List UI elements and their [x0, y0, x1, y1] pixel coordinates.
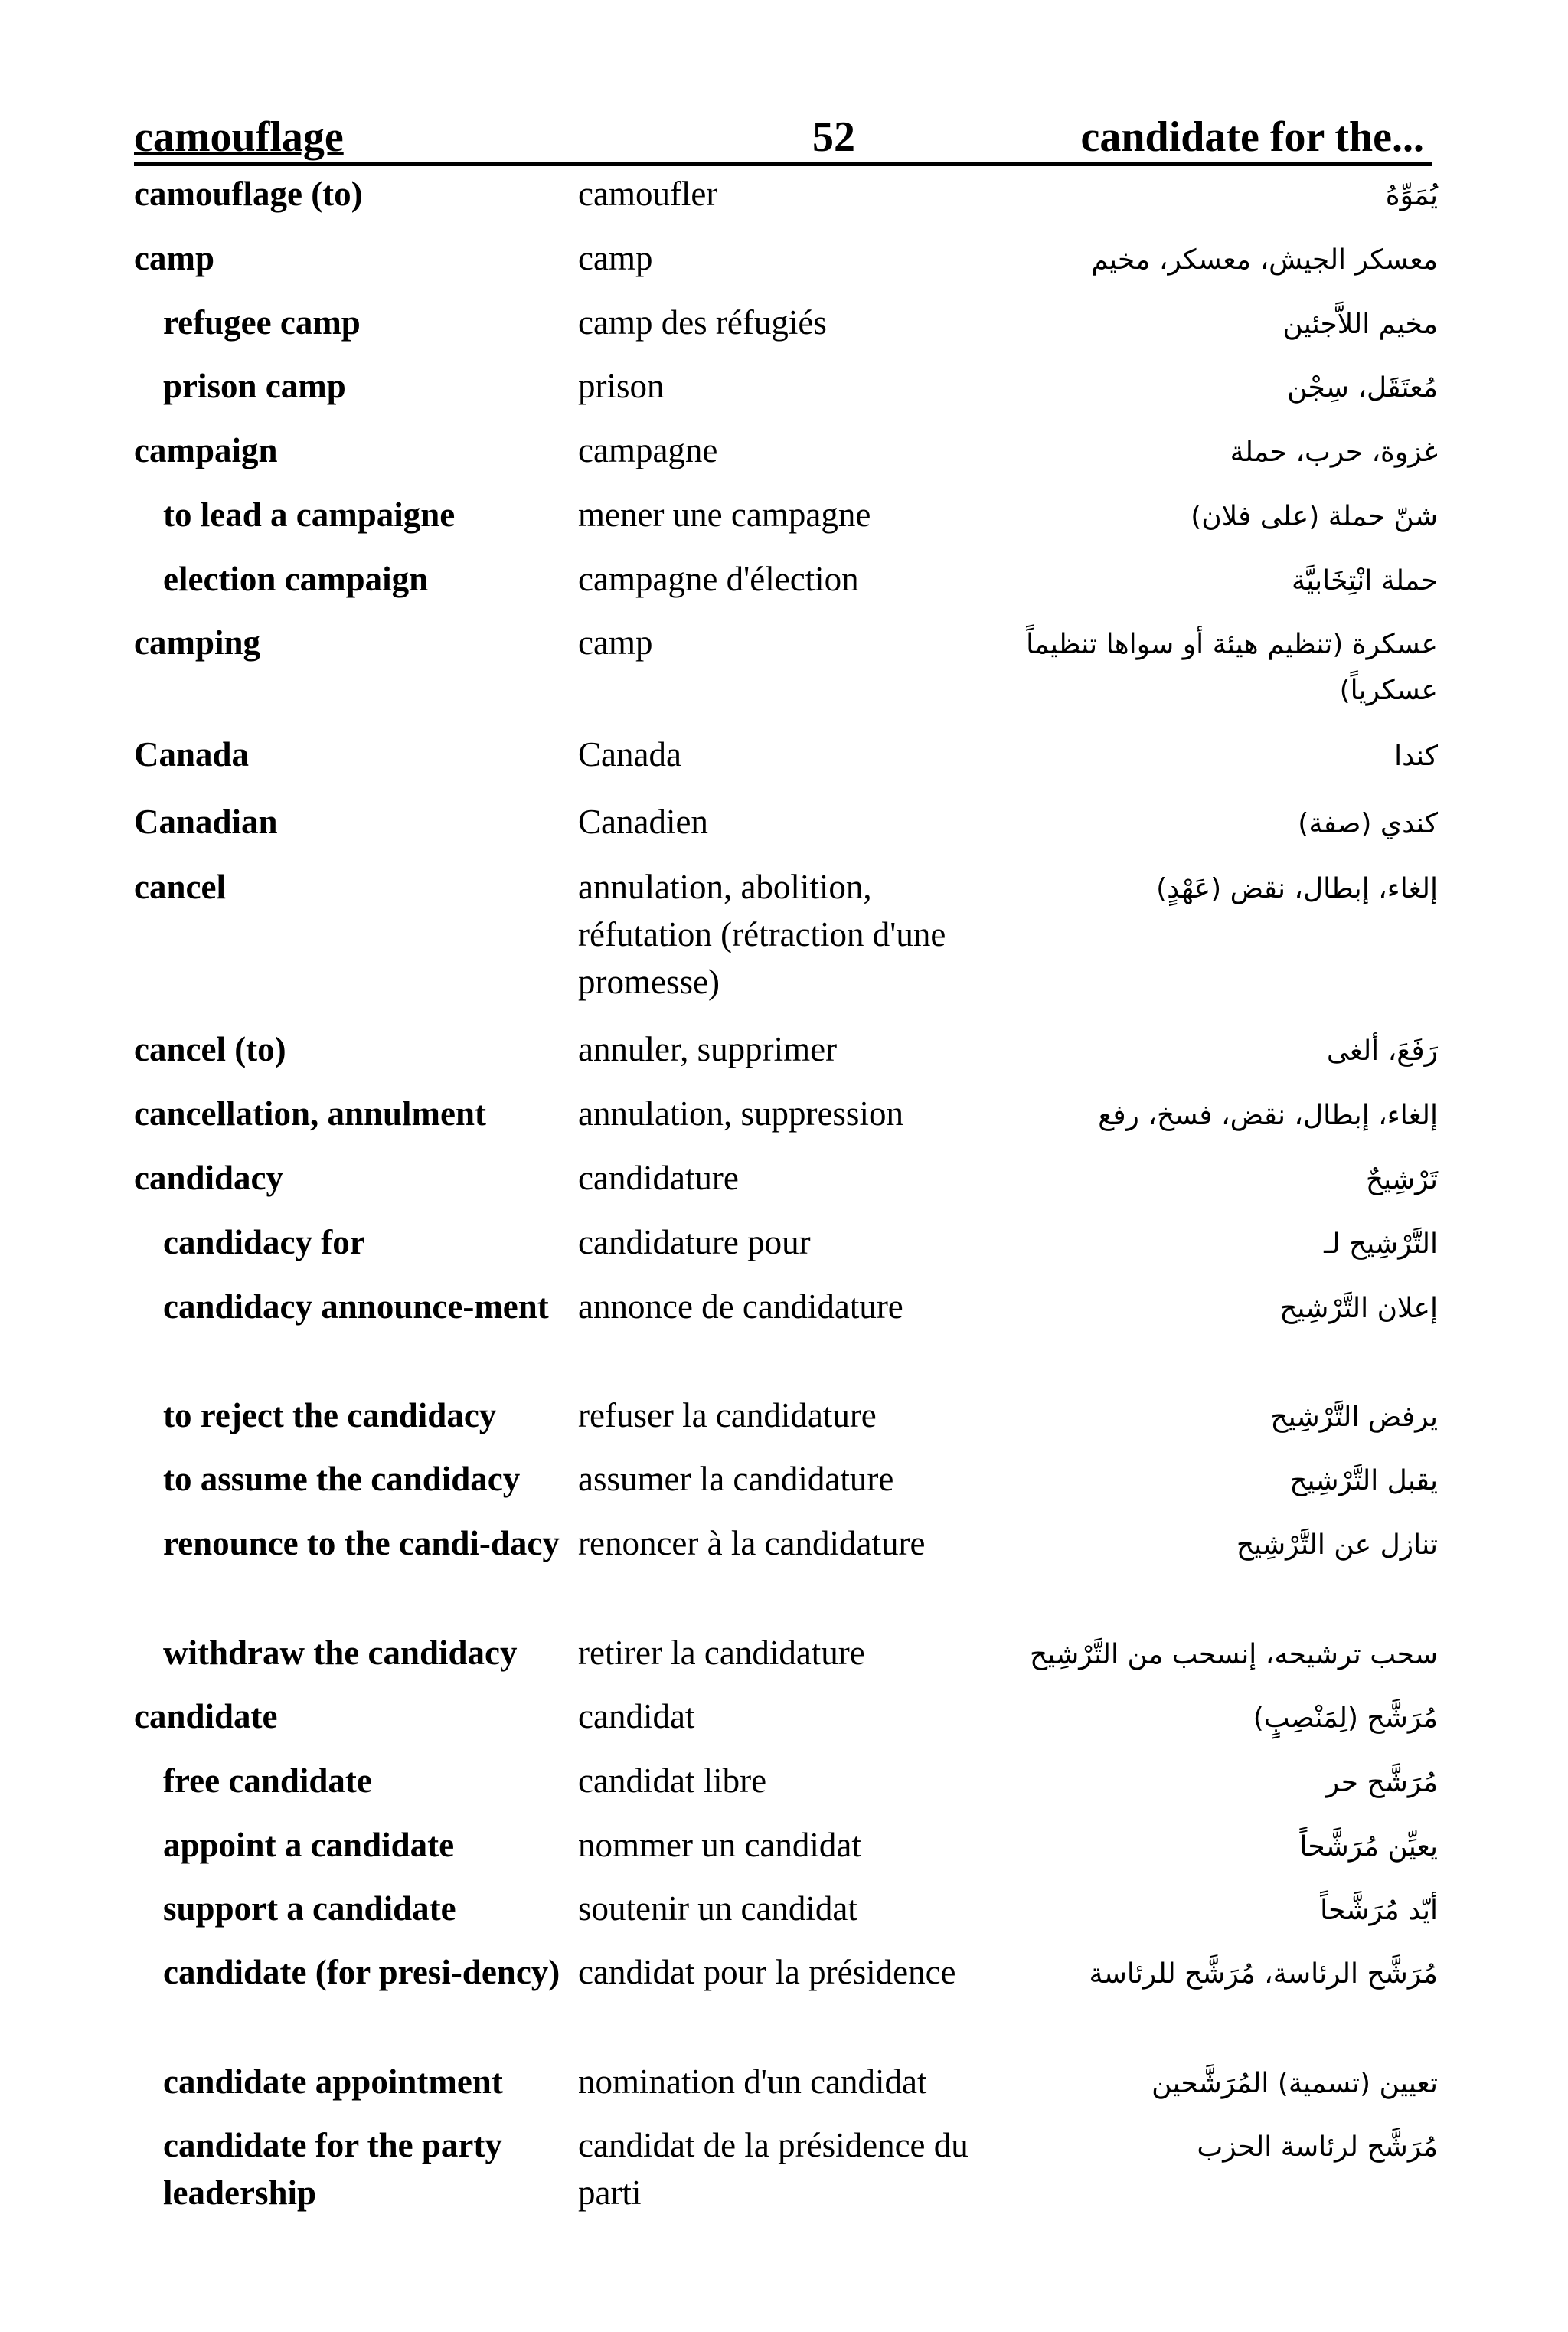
entry-french: camp: [578, 623, 653, 662]
entry-arabic: مُرَشَّح الرئاسة، مُرَشَّح للرئاسة: [1089, 1958, 1438, 1990]
dictionary-entry: [0, 2058, 1568, 2121]
page-header: [134, 107, 1432, 166]
entry-arabic: إلغاء، إبطال، نقض (عَهْدٍ): [1156, 873, 1438, 904]
entry-french: renoncer à la candidature: [578, 1524, 926, 1562]
dictionary-entry: [0, 1455, 1568, 1519]
entry-french: campagne: [578, 431, 718, 469]
dictionary-entry: [0, 170, 1568, 234]
entry-french: candidat de la présidence du parti: [578, 2126, 969, 2212]
entry-english: appoint a candidate: [163, 1826, 455, 1864]
dictionary-entry: [0, 1154, 1568, 1218]
entry-french: annulation, suppression: [578, 1094, 903, 1133]
entry-english: camouflage (to): [134, 175, 363, 213]
entry-english: free candidate: [163, 1761, 372, 1800]
header-last-word: candidate for the...: [1080, 113, 1424, 161]
entry-arabic: حملة انْتِخَابيَّة: [1291, 565, 1438, 597]
entry-arabic: إعلان التَّرْشِيح: [1279, 1293, 1438, 1324]
dictionary-entry: [0, 1519, 1568, 1629]
entry-english: camp: [134, 239, 214, 277]
entry-arabic: تعيين (تسمية) المُرَشَّحين: [1152, 2068, 1438, 2099]
entry-arabic: كندي (صفة): [1298, 808, 1438, 839]
dictionary-entry: [0, 1821, 1568, 1885]
entry-english: to lead a campaigne: [163, 496, 456, 534]
dictionary-entry: [0, 1283, 1568, 1392]
dictionary-entry: [0, 619, 1568, 731]
entry-arabic: رَفَعَ، ألغى: [1326, 1035, 1438, 1067]
dictionary-entry: [0, 863, 1568, 1025]
entry-arabic: شنّ حملة (على فلان): [1191, 501, 1438, 532]
dictionary-entry: [0, 2121, 1568, 2212]
entry-french: prison: [578, 367, 665, 405]
entry-arabic: أيّد مُرَشَّحاً: [1320, 1895, 1438, 1926]
entry-english: prison camp: [163, 367, 346, 405]
entry-english: candidate: [134, 1697, 278, 1735]
dictionary-entry: [0, 1693, 1568, 1757]
entry-french: annuler, supprimer: [578, 1030, 838, 1068]
entry-arabic: يرفض التَّرْشِيح: [1270, 1401, 1438, 1433]
entry-english: candidate (for presi-dency): [163, 1953, 560, 1991]
entry-french: Canadien: [578, 803, 708, 841]
dictionary-entry: [0, 1629, 1568, 1693]
entry-arabic: كندا: [1394, 741, 1438, 772]
entry-french: assumer la candidature: [578, 1460, 894, 1498]
entry-english: support a candidate: [163, 1889, 456, 1928]
entry-arabic: مُرَشَّح لرئاسة الحزب: [1197, 2131, 1438, 2163]
entry-french: mener une campagne: [578, 496, 871, 534]
entry-arabic: يُمَوِّهُ: [1385, 180, 1438, 211]
entry-arabic: عسكرة (تنظيم هيئة أو سواها تنظيماً عسكرياً): [1026, 629, 1438, 706]
entry-english: Canadian: [134, 803, 278, 841]
entry-arabic: غزوة، حرب، حملة: [1230, 437, 1438, 468]
entry-arabic: معسكر الجيش، معسكر، مخيم: [1091, 244, 1438, 276]
entry-english: to assume the candidacy: [163, 1460, 521, 1498]
entry-english: camping: [134, 623, 261, 662]
entry-arabic: سحب ترشيحه، إنسحب من التَّرْشِيح: [1030, 1639, 1438, 1670]
entry-arabic: التَّرْشِيح لـ: [1324, 1228, 1438, 1260]
entry-french: candidature: [578, 1159, 739, 1197]
entry-english: candidate appointment: [163, 2062, 503, 2101]
entry-french: candidat pour la présidence: [578, 1953, 956, 1991]
entry-arabic: مُرَشَّح (لِمَنْصِبٍ): [1253, 1702, 1438, 1734]
dictionary-entry: [0, 299, 1568, 362]
entry-list: [0, 170, 1568, 2212]
entry-english: cancellation, annulment: [134, 1094, 487, 1133]
entry-french: camp des réfugiés: [578, 303, 827, 342]
entry-french: retirer la candidature: [578, 1634, 865, 1672]
entry-french: camp: [578, 239, 653, 277]
entry-english: to reject the candidacy: [163, 1396, 497, 1434]
entry-english: candidacy announce-ment: [163, 1287, 549, 1326]
entry-english: refugee camp: [163, 303, 361, 342]
entry-english: election campaign: [163, 560, 429, 598]
entry-arabic: يقبل التَّرْشِيح: [1289, 1465, 1438, 1496]
entry-english: candidate for the party leadership: [163, 2126, 502, 2212]
entry-french: soutenir un candidat: [578, 1889, 858, 1928]
entry-english: withdraw the candidacy: [163, 1634, 518, 1672]
entry-french: camoufler: [578, 175, 718, 213]
dictionary-entry: [0, 234, 1568, 299]
entry-french: annonce de candidature: [578, 1287, 903, 1326]
entry-french: nomination d'un candidat: [578, 2062, 927, 2101]
entry-french: Canada: [578, 735, 681, 774]
dictionary-entry: [0, 798, 1568, 863]
entry-english: renounce to the candi-dacy: [163, 1524, 560, 1562]
entry-french: candidature pour: [578, 1223, 811, 1261]
dictionary-entry: [0, 555, 1568, 619]
entry-french: candidat libre: [578, 1761, 767, 1800]
entry-french: candidat: [578, 1697, 695, 1735]
entry-arabic: إلغاء، إبطال، نقض، فسخ، رفع: [1098, 1100, 1438, 1131]
dictionary-entry: [0, 1025, 1568, 1090]
dictionary-entry: [0, 362, 1568, 427]
entry-french: refuser la candidature: [578, 1396, 877, 1434]
dictionary-entry: [0, 1948, 1568, 2058]
entry-arabic: يعيِّن مُرَشَّحاً: [1299, 1831, 1438, 1863]
entry-french: annulation, abolition, réfutation (rétraction d'une promesse): [578, 868, 946, 1001]
dictionary-entry: [0, 491, 1568, 555]
entry-english: cancel: [134, 868, 226, 906]
entry-french: nommer un candidat: [578, 1826, 861, 1864]
entry-english: candidacy for: [163, 1223, 365, 1261]
entry-arabic: مُرَشَّح حر: [1325, 1767, 1438, 1798]
dictionary-entry: [0, 1090, 1568, 1154]
entry-arabic: تنازل عن التَّرْشِيح: [1236, 1529, 1438, 1561]
dictionary-entry: [0, 1392, 1568, 1455]
header-first-word: camouflage: [134, 113, 344, 161]
dictionary-entry: [0, 731, 1568, 798]
entry-arabic: تَرْشِيحٌ: [1365, 1164, 1438, 1195]
dictionary-entry: [0, 1218, 1568, 1283]
entry-english: campaign: [134, 431, 278, 469]
dictionary-entry: [0, 1885, 1568, 1948]
entry-english: Canada: [134, 735, 250, 774]
dictionary-entry: [0, 427, 1568, 491]
entry-english: candidacy: [134, 1159, 284, 1197]
entry-french: campagne d'élection: [578, 560, 859, 598]
entry-arabic: مخيم اللاَّجئين: [1282, 309, 1438, 340]
page-number: 52: [812, 113, 855, 161]
entry-arabic: مُعتَقَل، سِجْن: [1287, 372, 1438, 404]
dictionary-entry: [0, 1757, 1568, 1821]
entry-english: cancel (to): [134, 1030, 286, 1068]
